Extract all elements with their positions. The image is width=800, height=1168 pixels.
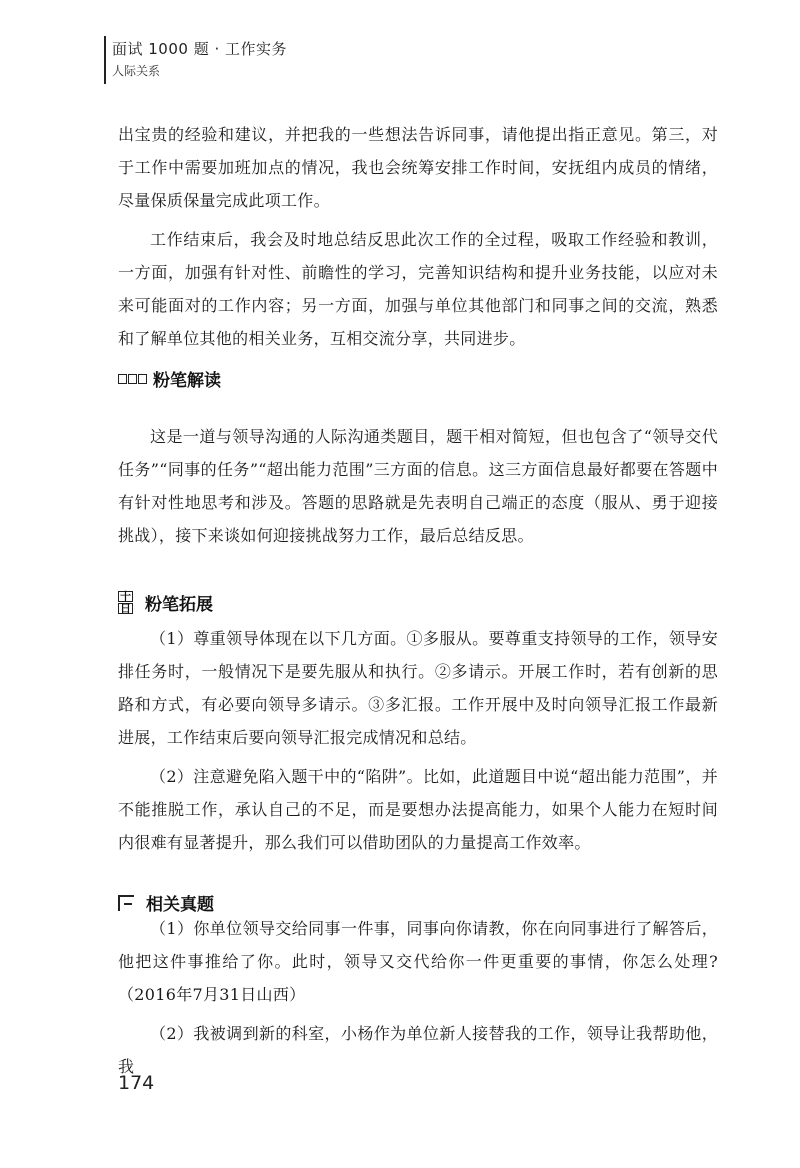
section-title: 粉笔解读 [153,371,221,391]
zhenti-text [118,912,718,1083]
paragraph: （2）我被调到新的科室，小杨作为单位新人接替我的工作，领导让我帮助他，我 [118,1024,718,1076]
paragraph: （2）注意避免陷入题干中的“陷阱”。比如，此道题目中说“超出能力范围”，并不能推脱工作，承认自己的不足，而是要想办法提高能力，如果个人能力在短时间内很难有显著提升，那么我们可以借助团队的力量提高工作效率。 [118,767,718,852]
running-header-subtitle: 人际关系 [112,64,161,78]
paragraph: （1）你单位领导交给同事一件事，同事向你请教，你在向同事进行了解答后，他把这件事推给了你。此时，领导又交代给你一件更重要的事情，你怎么处理?（2016年7月31日山西） [118,919,718,1004]
page-number: 174 [118,1072,155,1094]
intro-text [118,118,718,355]
header-rule [104,36,106,84]
related-icon [118,895,134,911]
jiedu-text [118,420,718,552]
tuozhan-text [118,622,718,859]
paragraph: 这是一道与领导沟通的人际沟通类题目，题干相对简短，但也包含了“领导交代任务”“同事的任务”“超出能力范围”三方面的信息。这三方面信息最好都要在答题中有针对性地思考和涉及。答题的思路就是先表明自己端正的态度（服从、勇于迎接挑战），接下来谈如何迎接挑战努力工作，最后总结反思。 [118,427,718,545]
paragraph: 工作结束后，我会及时地总结反思此次工作的全过程，吸取工作经验和教训，一方面，加强有针对性、前瞻性的学习，完善知识结构和提升业务技能，以应对未来可能面对的工作内容；另一方面，加强与单位其他部门和同事之间的交流，熟悉和了解单位其他的相关业务，互相交流分享，共同进步。 [118,230,718,348]
running-header-title: 面试 1000 题 · 工作实务 [112,40,288,58]
book-icon [118,374,147,384]
paragraph: 出宝贵的经验和建议，并把我的一些想法告诉同事，请他提出指正意见。第三，对于工作中需要加班加点的情况，我也会统筹安排工作时间，安抚组内成员的情绪，尽量保质保量完成此项工作。 [118,125,718,210]
section-heading-tuozhan [118,590,213,615]
section-heading-jiedu [118,366,221,391]
section-title: 相关真题 [146,895,214,915]
paragraph: （1）尊重领导体现在以下几方面。①多服从。要尊重支持领导的工作，领导安排任务时，一般情况下是要先服从和执行。②多请示。开展工作时，若有创新的思路和方式，有必要向领导多请示。③多汇报。工作开展中及时向领导汇报工作最新进展，工作结束后要向领导汇报完成情况和总结。 [118,629,718,747]
expand-icon: 十 日 [120,589,131,615]
section-title: 粉笔拓展 [145,595,213,615]
